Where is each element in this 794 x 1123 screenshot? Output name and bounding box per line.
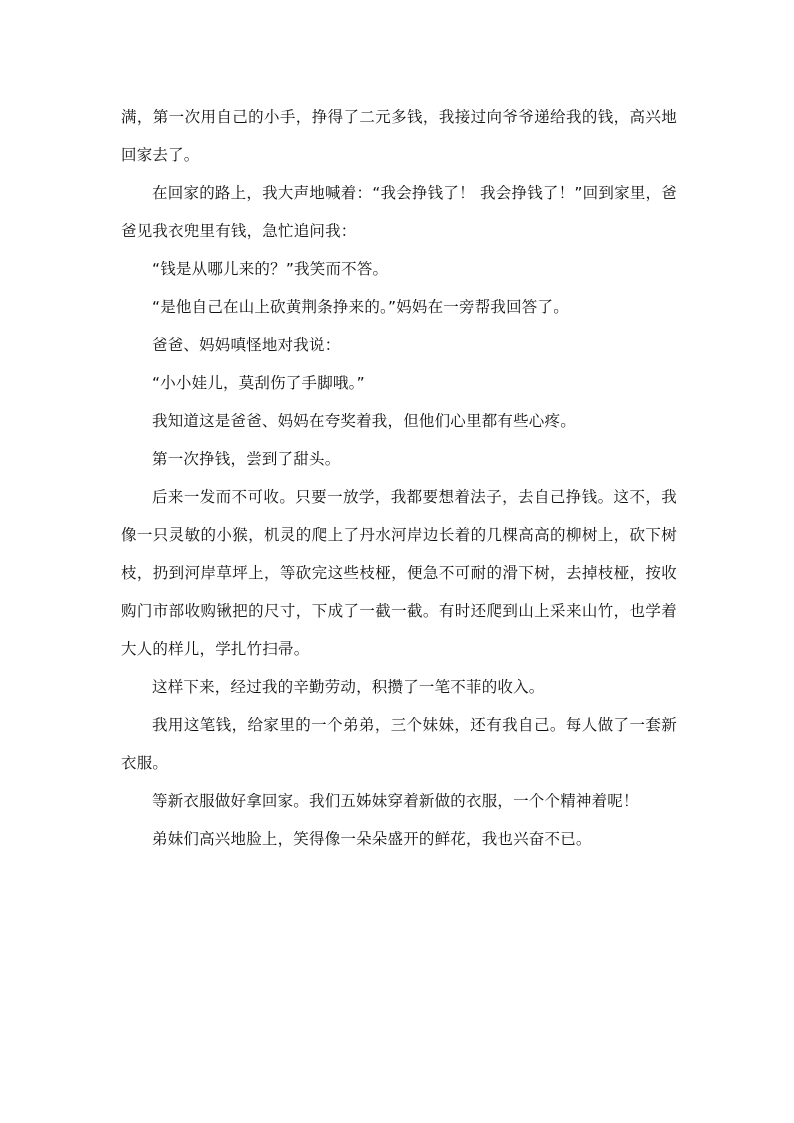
paragraph-7: 我知道这是爸爸、妈妈在夸奖着我，但他们心里都有些心疼。: [152, 412, 576, 430]
paragraph-1: 满，第一次用自己的小手，挣得了二元多钱，我接过向爷爷递给我的钱，高兴地回家去了。: [121, 108, 677, 164]
paragraph-13: 弟妹们高兴地脸上，笑得像一朵朵盛开的鲜花，我也兴奋不已。: [152, 830, 592, 848]
paragraph-6: “小小娃儿，莫刮伤了手脚哦。”: [152, 374, 365, 392]
paragraph-8: 第一次挣钱，尝到了甜头。: [152, 450, 341, 468]
body-text: [121, 98, 677, 858]
paragraph-9: 后来一发而不可收。只要一放学，我都要想着法子，去自己挣钱。这不，我像一只灵敏的小猴，机灵的爬上了丹水河岸边长着的几棵高高的柳树上，砍下树枝，扔到河岸草坪上，等砍完这些枝桠，便急不可耐的滑下树，去掉枝桠，按收购门市部收购锹把的尺寸，下成了一截一截。有时还爬到山上采来山竹，也学着大人的样儿，学扎竹扫帚。: [121, 488, 677, 658]
paragraph-5: 爸爸、妈妈嗔怪地对我说：: [152, 336, 341, 354]
paragraph-11: 我用这笔钱，给家里的一个弟弟，三个妹妹，还有我自己。每人做了一套新衣服。: [121, 716, 677, 772]
paragraph-3: “钱是从哪儿来的？”我笑而不答。: [152, 260, 389, 278]
paragraph-10: 这样下来，经过我的辛勤劳动，积攒了一笔不菲的收入。: [152, 678, 545, 696]
paragraph-2: 在回家的路上，我大声地喊着：“我会挣钱了！ 我会挣钱了！”回到家里，爸爸见我衣兜里有钱，急忙追问我：: [121, 184, 677, 240]
paragraph-4: “是他自己在山上砍黄荆条挣来的。”妈妈在一旁帮我回答了。: [152, 298, 569, 316]
paragraph-12: 等新衣服做好拿回家。我们五姊妹穿着新做的衣服，一个个精神着呢！: [152, 792, 639, 810]
